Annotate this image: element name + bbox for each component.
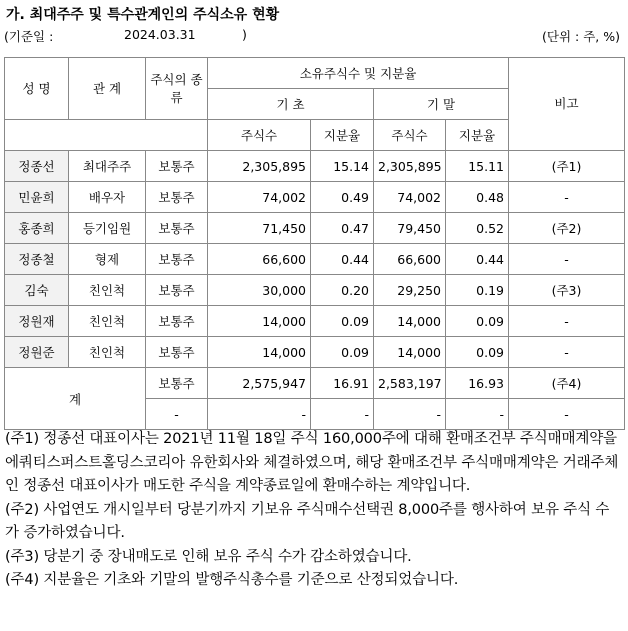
table-body xyxy=(5,151,625,430)
total-type: - xyxy=(146,399,208,430)
total-begin-shares: - xyxy=(208,399,311,430)
total-remark: - xyxy=(509,399,625,430)
cell-remark: - xyxy=(509,306,625,337)
cell-begin-ratio: 0.09 xyxy=(311,306,374,337)
cell-relation: 등기임원 xyxy=(69,213,146,244)
cell-end-shares: 74,002 xyxy=(374,182,446,213)
header-row-1 xyxy=(5,58,625,89)
cell-end-ratio: 0.44 xyxy=(446,244,509,275)
footnote-1: (주1) 정종선 대표이사는 2021년 11월 18일 주식 160,000주에 대해 환매조건부 주식매매계약을 에쿼티스퍼스트홀딩스코리아 유한회사와 체결하였으며, 해당 환매조건부 주식매매계약은 거래주체인 정종선 대표이사가 매도한 주식을 계약종료일에 환매수하는 계약입니다. xyxy=(5,431,619,494)
cell-end-ratio: 15.11 xyxy=(446,151,509,182)
cell-begin-ratio: 0.47 xyxy=(311,213,374,244)
total-end-ratio: 16.93 xyxy=(446,368,509,399)
cell-type: 보통주 xyxy=(146,182,208,213)
header-relation: 관 계 xyxy=(69,58,146,120)
header-end-ratio: 지분율 xyxy=(446,120,509,151)
cell-begin-shares: 30,000 xyxy=(208,275,311,306)
total-row xyxy=(5,368,625,399)
table-row xyxy=(5,244,625,275)
cell-end-ratio: 0.48 xyxy=(446,182,509,213)
cell-begin-ratio: 0.20 xyxy=(311,275,374,306)
footnotes xyxy=(5,428,623,593)
total-begin-ratio: 16.91 xyxy=(311,368,374,399)
header-begin-ratio: 지분율 xyxy=(311,120,374,151)
unit-label: (단위 : 주, %) xyxy=(542,29,620,44)
cell-type: 보통주 xyxy=(146,306,208,337)
cell-remark: - xyxy=(509,337,625,368)
cell-begin-shares: 2,305,895 xyxy=(208,151,311,182)
total-end-ratio: - xyxy=(446,399,509,430)
section-title: 가. 최대주주 및 특수관계인의 주식소유 현황 xyxy=(6,7,280,23)
cell-type: 보통주 xyxy=(146,244,208,275)
cell-name: 정원재 xyxy=(5,306,69,337)
cell-end-ratio: 0.09 xyxy=(446,337,509,368)
cell-end-shares: 79,450 xyxy=(374,213,446,244)
total-label: 계 xyxy=(5,368,146,430)
cell-relation: 형제 xyxy=(69,244,146,275)
total-begin-shares: 2,575,947 xyxy=(208,368,311,399)
total-end-shares: - xyxy=(374,399,446,430)
cell-begin-shares: 14,000 xyxy=(208,337,311,368)
cell-begin-shares: 14,000 xyxy=(208,306,311,337)
header-spacer xyxy=(5,120,208,151)
footnote-2: (주2) 사업연도 개시일부터 당분기까지 기보유 주식매수선택권 8,000주를 행사하여 보유 주식 수가 증가하였습니다. xyxy=(5,501,610,541)
table-row xyxy=(5,151,625,182)
cell-relation: 친인척 xyxy=(69,337,146,368)
cell-relation: 최대주주 xyxy=(69,151,146,182)
cell-name: 민윤희 xyxy=(5,182,69,213)
header-end-shares: 주식수 xyxy=(374,120,446,151)
footnote-4: (주4) 지분율은 기초와 기말의 발행주식총수를 기준으로 산정되었습니다. xyxy=(5,572,459,588)
cell-begin-ratio: 0.49 xyxy=(311,182,374,213)
table-row xyxy=(5,306,625,337)
cell-type: 보통주 xyxy=(146,151,208,182)
cell-end-shares: 29,250 xyxy=(374,275,446,306)
base-date-value: 2024.03.31 xyxy=(124,27,196,42)
header-holdings: 소유주식수 및 지분율 xyxy=(208,58,509,89)
table-row xyxy=(5,213,625,244)
cell-begin-ratio: 0.44 xyxy=(311,244,374,275)
total-begin-ratio: - xyxy=(311,399,374,430)
header-remark: 비고 xyxy=(509,58,625,151)
cell-begin-ratio: 0.09 xyxy=(311,337,374,368)
cell-begin-shares: 71,450 xyxy=(208,213,311,244)
base-date-label: (기준일 : xyxy=(4,29,54,44)
table-row xyxy=(5,182,625,213)
cell-type: 보통주 xyxy=(146,337,208,368)
shareholding-table xyxy=(4,57,625,430)
cell-end-shares: 14,000 xyxy=(374,306,446,337)
footnote-3: (주3) 당분기 중 장내매도로 인해 보유 주식 수가 감소하였습니다. xyxy=(5,548,412,565)
cell-type: 보통주 xyxy=(146,275,208,306)
total-remark: (주4) xyxy=(509,368,625,399)
header-stock-type: 주식의 종류 xyxy=(146,58,208,120)
cell-relation: 친인척 xyxy=(69,275,146,306)
cell-end-ratio: 0.09 xyxy=(446,306,509,337)
total-type: 보통주 xyxy=(146,368,208,399)
base-date-close: ) xyxy=(242,27,247,42)
cell-remark: - xyxy=(509,244,625,275)
total-end-shares: 2,583,197 xyxy=(374,368,446,399)
cell-begin-ratio: 15.14 xyxy=(311,151,374,182)
cell-remark: (주2) xyxy=(509,213,625,244)
cell-name: 정종선 xyxy=(5,151,69,182)
header-name: 성 명 xyxy=(5,58,69,120)
cell-relation: 친인척 xyxy=(69,306,146,337)
table-row xyxy=(5,337,625,368)
cell-end-shares: 14,000 xyxy=(374,337,446,368)
cell-end-shares: 66,600 xyxy=(374,244,446,275)
cell-end-ratio: 0.19 xyxy=(446,275,509,306)
header-begin-shares: 주식수 xyxy=(208,120,311,151)
cell-remark: (주1) xyxy=(509,151,625,182)
cell-begin-shares: 74,002 xyxy=(208,182,311,213)
cell-remark: - xyxy=(509,182,625,213)
cell-name: 홍종희 xyxy=(5,213,69,244)
header-ending: 기 말 xyxy=(374,89,509,120)
cell-name: 정종철 xyxy=(5,244,69,275)
header-beginning: 기 초 xyxy=(208,89,374,120)
cell-end-shares: 2,305,895 xyxy=(374,151,446,182)
cell-type: 보통주 xyxy=(146,213,208,244)
cell-name: 정원준 xyxy=(5,337,69,368)
cell-relation: 배우자 xyxy=(69,182,146,213)
cell-remark: (주3) xyxy=(509,275,625,306)
cell-begin-shares: 66,600 xyxy=(208,244,311,275)
cell-end-ratio: 0.52 xyxy=(446,213,509,244)
cell-name: 김숙 xyxy=(5,275,69,306)
table-row xyxy=(5,275,625,306)
